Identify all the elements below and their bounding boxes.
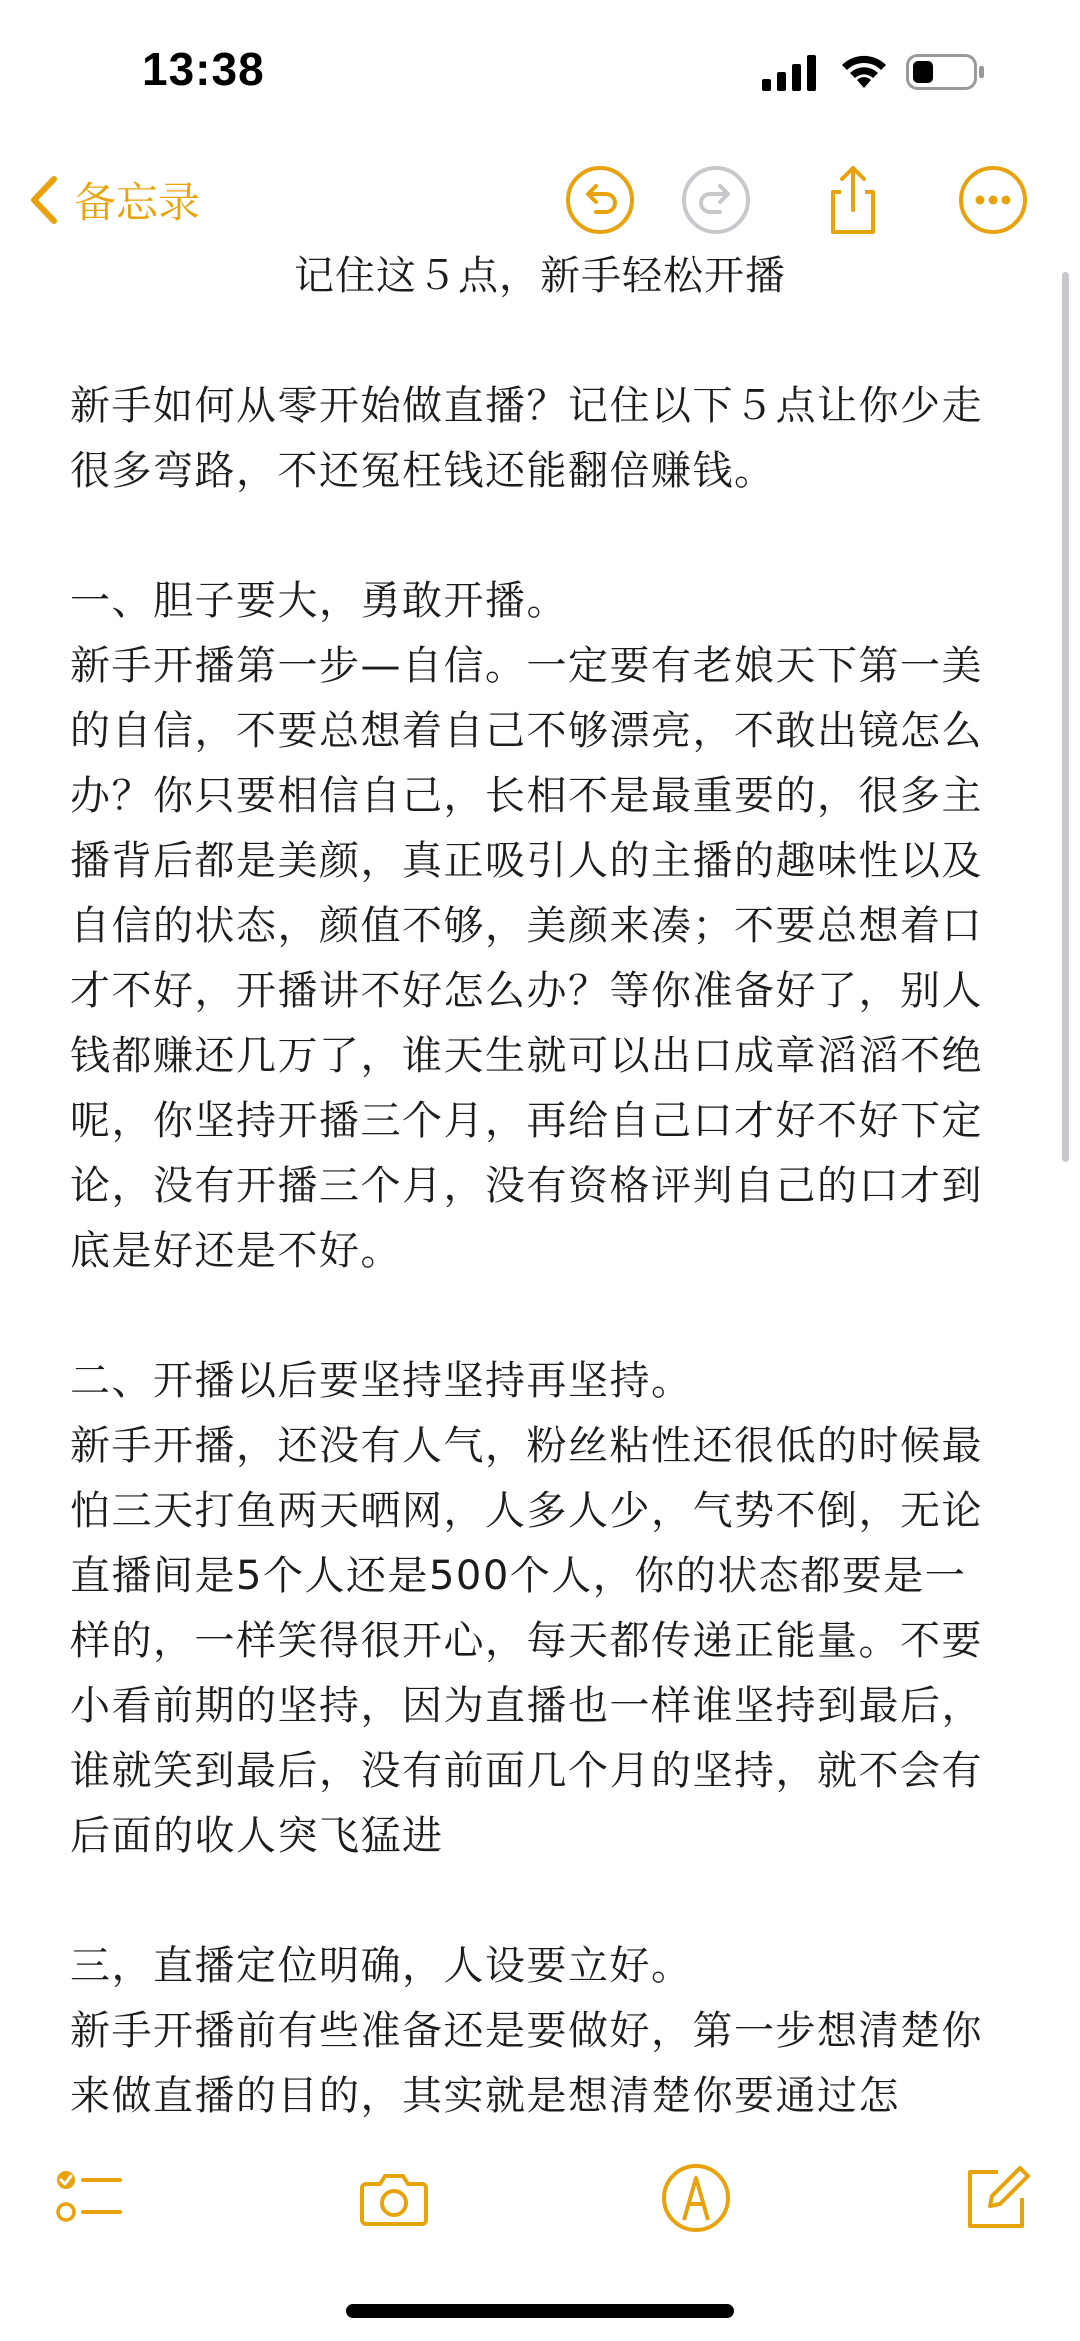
status-bar (0, 0, 1080, 140)
bottom-toolbar (0, 2150, 1080, 2250)
note-paragraph: 新手开播前有些准备还是要做好，第一步想清楚你来做直播的目的，其实就是想清楚你要通过怎 (70, 2008, 983, 2119)
note-paragraph: 新手如何从零开始做直播？记住以下５点让你少走很多弯路，不还冤枉钱还能翻倍赚钱。 (70, 383, 983, 494)
scroll-indicator[interactable] (1062, 272, 1069, 1162)
note-title[interactable]: 记住这５点，新手轻松开播 (294, 253, 786, 299)
blank-line (70, 1284, 1000, 1349)
chevron-left-icon (28, 175, 60, 225)
note-paragraph: 新手开播，还没有人气，粉丝粘性还很低的时候最怕三天打鱼两天晒网，人多人少，气势不倒，无论直播间是5个人还是500个人，你的状态都要是一样的，一样笑得很开心，每天都传递正能量。不要小看前期的坚持，因为直播也一样谁坚持到最后，谁就笑到最后，没有前面几个月的坚持，就不会有后面的收人突飞猛进 (70, 1423, 983, 1859)
share-icon[interactable] (815, 162, 891, 238)
nav-bar (0, 150, 1080, 260)
more-icon[interactable] (955, 162, 1031, 238)
blank-line (70, 504, 1000, 569)
redo-icon[interactable] (678, 162, 754, 238)
battery-icon (906, 54, 986, 90)
back-button[interactable] (28, 160, 200, 240)
blank-line (70, 1869, 1000, 1934)
section-heading: 二、开播以后要坚持坚持再坚持。 (70, 1358, 693, 1404)
undo-icon[interactable] (562, 162, 638, 238)
camera-icon[interactable] (356, 2160, 432, 2236)
cellular-signal-icon (762, 55, 822, 91)
section-heading: 三，直播定位明确，人设要立好。 (70, 1943, 693, 1989)
wifi-icon (838, 50, 890, 90)
note-paragraph: 新手开播第一步—自信。一定要有老娘天下第一美的自信，不要总想着自己不够漂亮，不敢出镜怎么办？你只要相信自己，长相不是最重要的，很多主播背后都是美颜，真正吸引人的主播的趣味性以及自信的状态，颜值不够，美颜来凑；不要总想着口才不好，开播讲不好怎么办？等你准备好了，别人钱都赚还几万了，谁天生就可以出口成章滔滔不绝呢，你坚持开播三个月，再给自己口才好不好下定论，没有开播三个月，没有资格评判自己的口才到底是好还是不好。 (70, 643, 983, 1274)
section-heading: 一、胆子要大，勇敢开播。 (70, 578, 568, 624)
status-time: 13:38 (142, 43, 265, 95)
checklist-icon[interactable] (50, 2160, 126, 2236)
home-indicator[interactable] (346, 2304, 734, 2318)
back-label: 备忘录 (74, 178, 201, 227)
markup-icon[interactable] (658, 2160, 734, 2236)
note-body[interactable] (70, 374, 1000, 2129)
compose-icon[interactable] (958, 2160, 1034, 2236)
